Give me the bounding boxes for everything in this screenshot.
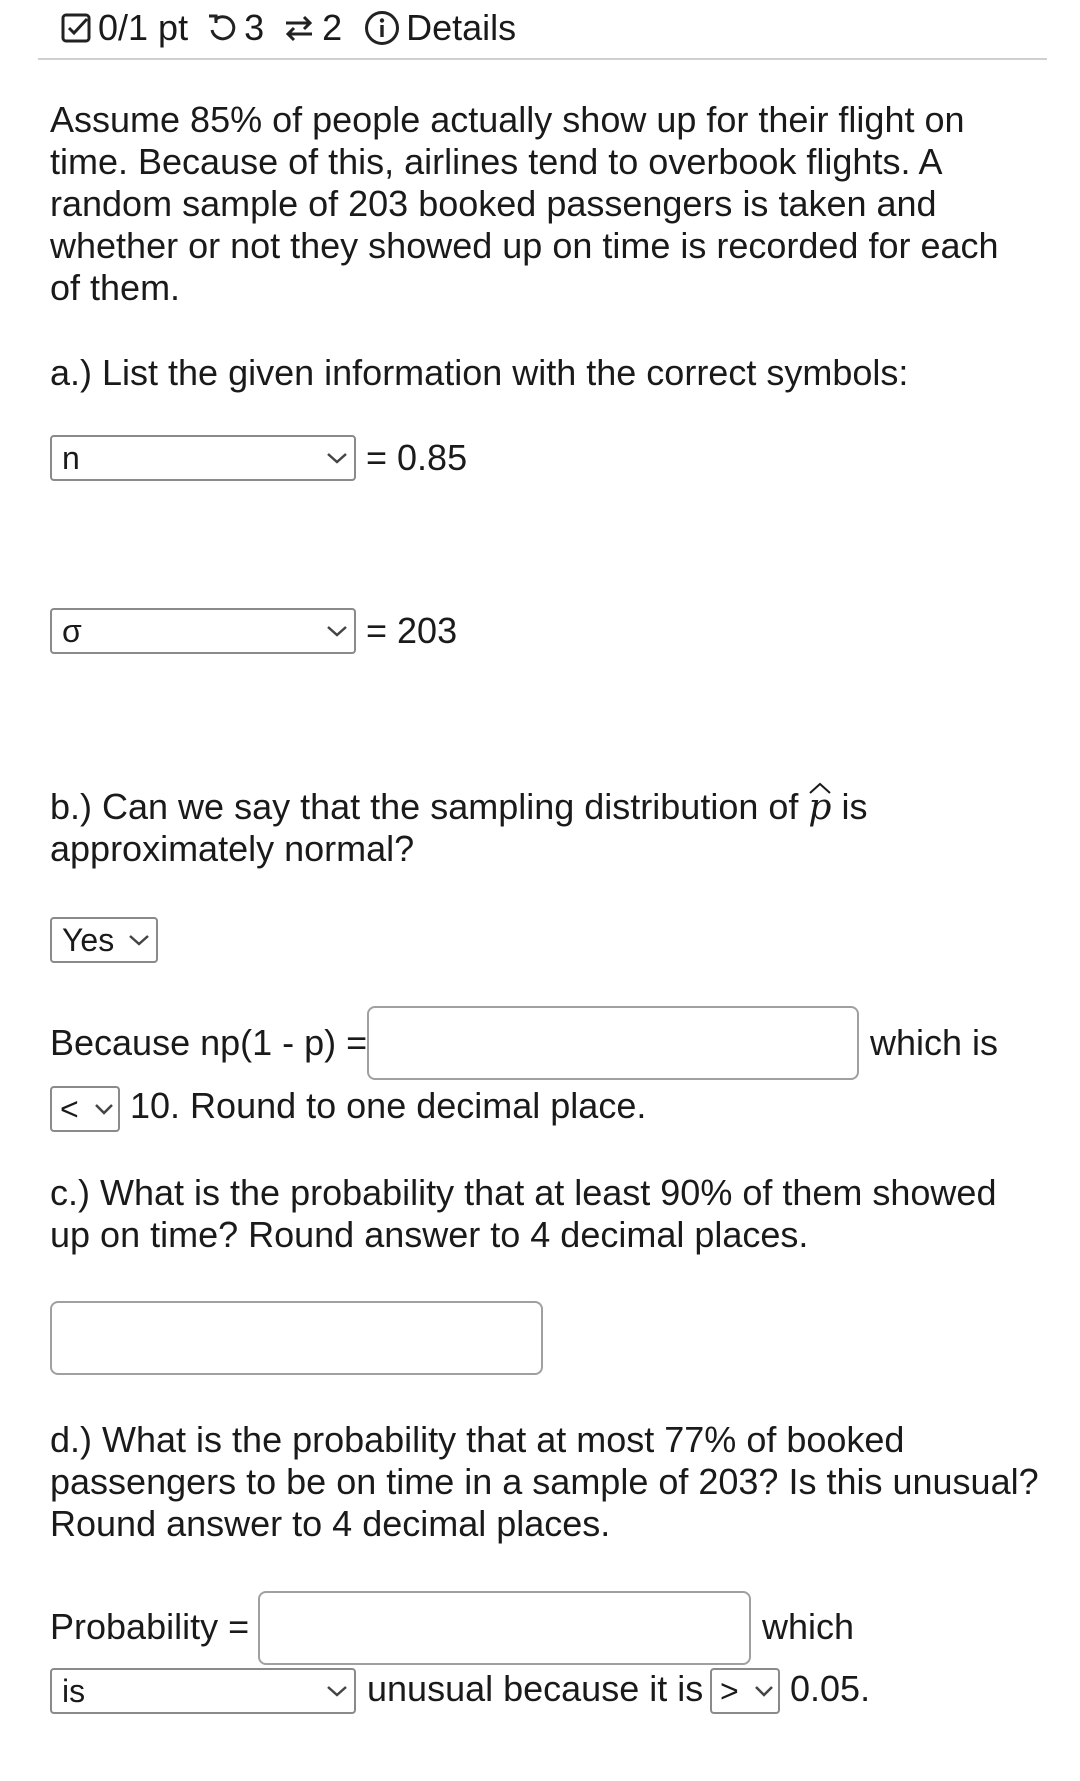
which-label: which [762,1606,855,1647]
unusual-text: unusual because it is [367,1668,704,1709]
chevron-down-icon [326,451,348,465]
threshold-value: 0.05. [790,1668,871,1709]
np-value-input[interactable] [367,1006,859,1080]
because-label: Because np(1 - p) = [50,1022,368,1063]
symbol-select-2-value: σ [62,612,82,649]
part-b-prompt [50,786,867,829]
part-c-line: c.) What is the probability that at least 90% of them showed [50,1172,997,1213]
retries-group [206,7,264,49]
chevron-down-icon [128,933,150,947]
symbol-select-1-value: n [62,439,80,476]
part-d-line: passengers to be on time in a sample of 203? Is this unusual? [50,1461,1039,1502]
normal-select[interactable] [50,917,158,963]
attempts-count: 2 [322,7,343,48]
which-is-label: which is [870,1022,999,1063]
part-d-prompt [50,1419,1039,1545]
chevron-down-icon [326,624,348,638]
info-icon [364,10,400,46]
attempts-group [282,7,342,49]
compare-select-b-value: < [60,1090,79,1127]
checkbox-icon [60,12,92,44]
probability-d-input[interactable] [258,1591,751,1665]
swap-icon [282,12,316,44]
chevron-down-icon [754,1684,774,1698]
symbol-select-2[interactable] [50,608,356,654]
symbol-select-1[interactable] [50,435,356,481]
probability-c-input[interactable] [50,1301,543,1375]
intro-line: whether or not they showed up on time is recorded for each [50,225,999,266]
header-divider [38,58,1047,60]
unusual-select[interactable] [50,1668,356,1714]
chevron-down-icon [326,1684,348,1698]
question-intro [50,99,999,309]
given-value-2: = 203 [366,610,458,651]
part-d-line: Round answer to 4 decimal places. [50,1503,611,1544]
score-text: 0/1 pt [98,7,189,48]
normal-select-value: Yes [62,921,115,958]
intro-line: time. Because of this, airlines tend to overbook flights. A [50,141,943,182]
compare-select-d[interactable] [710,1668,780,1714]
intro-line: Assume 85% of people actually show up for their flight on [50,99,965,140]
part-a-prompt: a.) List the given information with the correct symbols: [50,352,909,393]
compare-select-d-value: > [720,1672,739,1709]
part-d-line: d.) What is the probability that at most 77% of booked [50,1419,905,1460]
p-hat-letter: p [808,787,832,828]
intro-line: of them. [50,267,181,308]
probability-label: Probability = [50,1606,250,1647]
part-c-prompt [50,1172,996,1256]
retry-icon [206,12,238,44]
unusual-select-value: is [62,1672,86,1709]
details-link[interactable] [364,7,516,49]
details-label: Details [406,7,517,48]
part-b-prompt-tail: is [831,786,868,827]
retries-count: 3 [244,7,265,48]
given-value-1: = 0.85 [366,437,468,478]
part-b-prompt-text: b.) Can we say that the sampling distribution of [50,786,809,827]
round-instruction: 10. Round to one decimal place. [130,1085,647,1126]
score-group [60,7,188,49]
intro-line: random sample of 203 booked passengers is taken and [50,183,937,224]
part-c-line: up on time? Round answer to 4 decimal places. [50,1214,809,1255]
question-header [60,0,516,56]
part-b-prompt-line2: approximately normal? [50,828,415,869]
compare-select-b[interactable] [50,1086,120,1132]
chevron-down-icon [94,1102,114,1116]
p-hat-symbol [808,787,831,829]
